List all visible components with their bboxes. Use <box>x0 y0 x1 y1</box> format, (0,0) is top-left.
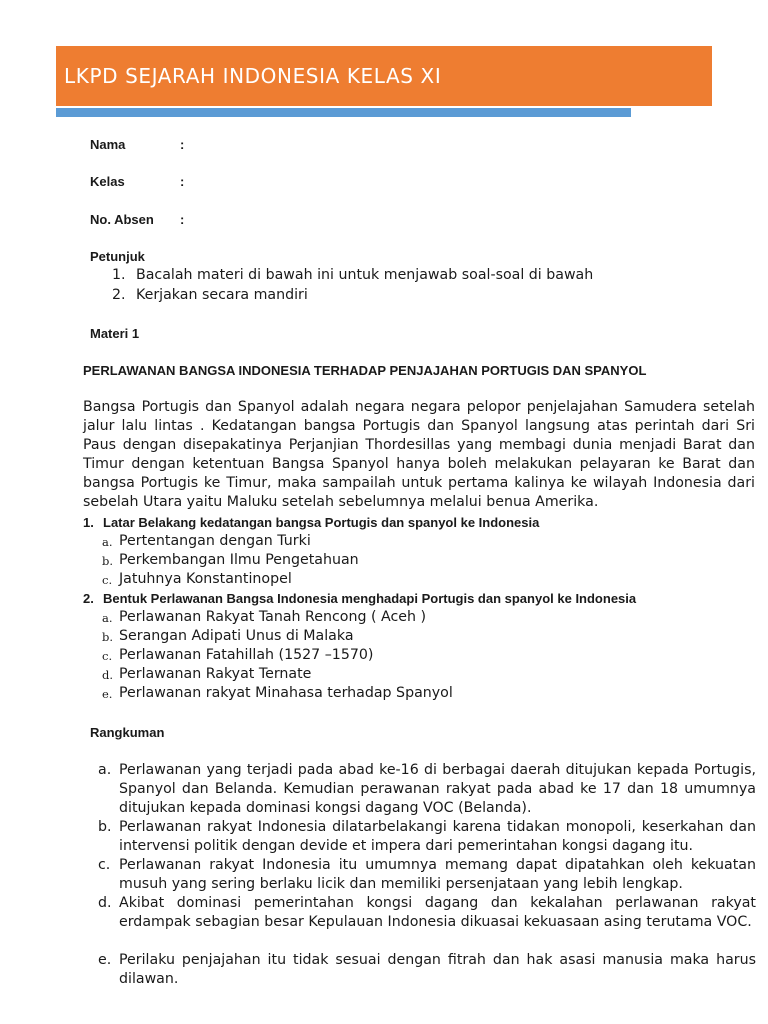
rangkuman-heading: Rangkuman <box>90 725 165 740</box>
section-marker: 2. <box>83 591 94 606</box>
summary-item <box>98 818 756 856</box>
petunjuk-heading: Petunjuk <box>90 249 145 264</box>
list-item-text: Perlawanan Fatahillah (1527 –1570) <box>119 647 374 663</box>
list-item-marker: a. <box>102 535 113 549</box>
list-item-text: Perlawanan Rakyat Tanah Rencong ( Aceh ) <box>119 609 427 625</box>
field-label-nama: Nama <box>90 137 126 152</box>
section-heading <box>83 591 637 606</box>
list-item-marker: e. <box>102 687 113 701</box>
section-heading <box>83 515 540 530</box>
summary-item <box>98 951 756 989</box>
summary-item <box>98 856 756 894</box>
page-title: LKPD SEJARAH INDONESIA KELAS XI <box>64 64 442 88</box>
materi-paragraph: Bangsa Portugis dan Spanyol adalah negara negara pelopor penjelajahan Samudera setelah jalur lalu lintas . Kedatangan bangsa Portugis dan Spanyol langsung atas perintah dari Sri Paus dengan disepakatinya Perjanjian Thordesillas yang membagi dunia menjadi Barat dan Timur dengan ketentuan Bangsa Spanyol hanya boleh melakukan pelayaran ke Barat dan bangsa Portugis ke Timur, maka sampailah untuk pertama kalinya ke wilayah Indonesia dari sebelah Utara yaitu Maluku setelah sebelumnya melalui benua Amerika. <box>83 399 755 510</box>
list-item-text: Serangan Adipati Unus di Malaka <box>119 628 354 644</box>
materi-title: PERLAWANAN BANGSA INDONESIA TERHADAP PENJAJAHAN PORTUGIS DAN SPANYOL <box>83 363 647 378</box>
summary-item <box>98 761 756 818</box>
petunjuk-item <box>112 287 308 303</box>
list-item-marker: c. <box>102 573 113 587</box>
summary-item-marker: b. <box>98 819 112 835</box>
summary-item-marker: d. <box>98 895 112 911</box>
summary-item-text: Perlawanan rakyat Indonesia itu umumnya memang dapat dipatahkan oleh kekuatan musuh yang sering berlaku licik dan memiliki persenjataan yang lebih lengkap. <box>119 857 756 892</box>
summary-item-text: Perlawanan yang terjadi pada abad ke-16 di berbagai daerah ditujukan kepada Portugis, Spanyol dan Belanda. Kemudian perawanan rakyat pada abad ke 17 dan 18 umumnya ditujukan kepada dominasi kongsi dagang VOC (Belanda). <box>119 762 756 816</box>
petunjuk-item-marker: 2. <box>112 287 126 303</box>
field-label-kelas: Kelas <box>90 174 125 189</box>
field-colon-nama: : <box>180 137 185 152</box>
list-item-text: Perkembangan Ilmu Pengetahuan <box>119 552 359 568</box>
summary-item-marker: e. <box>98 952 112 968</box>
summary-item-text: Perlawanan rakyat Indonesia dilatarbelakangi karena tidakan monopoli, keserkahan dan intervensi politik dengan devide et impera dari pemerintahan kongsi dagang itu. <box>119 819 756 854</box>
field-colon-kelas: : <box>180 174 185 189</box>
materi-heading: Materi 1 <box>90 326 140 341</box>
petunjuk-item-text: Bacalah materi di bawah ini untuk menjawab soal-soal di bawah <box>136 267 594 283</box>
summary-item-text: Perilaku penjajahan itu tidak sesuai dengan fitrah dan hak asasi manusia maka harus dilawan. <box>119 952 756 987</box>
summary-item-marker: c. <box>98 857 111 873</box>
petunjuk-item-text: Kerjakan secara mandiri <box>136 287 308 303</box>
list-item-marker: a. <box>102 611 113 625</box>
list-item-text: Perlawanan rakyat Minahasa terhadap Spanyol <box>119 685 453 701</box>
field-label-no-absen: No. Absen <box>90 212 154 227</box>
field-colon-no-absen: : <box>180 212 185 227</box>
list-item-marker: c. <box>102 649 113 663</box>
petunjuk-item <box>112 267 594 283</box>
list-item-text: Pertentangan dengan Turki <box>119 533 311 549</box>
list-item-text: Perlawanan Rakyat Ternate <box>119 666 312 682</box>
list-item-marker: d. <box>102 668 114 682</box>
section-title: Bentuk Perlawanan Bangsa Indonesia menghadapi Portugis dan spanyol ke Indonesia <box>103 591 637 606</box>
list-item-marker: b. <box>102 554 114 568</box>
list-item-text: Jatuhnya Konstantinopel <box>119 571 292 587</box>
section-marker: 1. <box>83 515 94 530</box>
summary-item-text: Akibat dominasi pemerintahan kongsi dagang dan kekalahan perlawanan rakyat erdampak sebagian besar Kepulauan Indonesia dikuasai kekuasaan asing terutama VOC. <box>119 895 756 930</box>
list-item-marker: b. <box>102 630 114 644</box>
summary-item-marker: a. <box>98 762 112 778</box>
summary-item <box>98 894 756 932</box>
petunjuk-item-marker: 1. <box>112 267 126 283</box>
section-title: Latar Belakang kedatangan bangsa Portugis dan spanyol ke Indonesia <box>103 515 540 530</box>
header-accent-stripe <box>56 108 631 117</box>
